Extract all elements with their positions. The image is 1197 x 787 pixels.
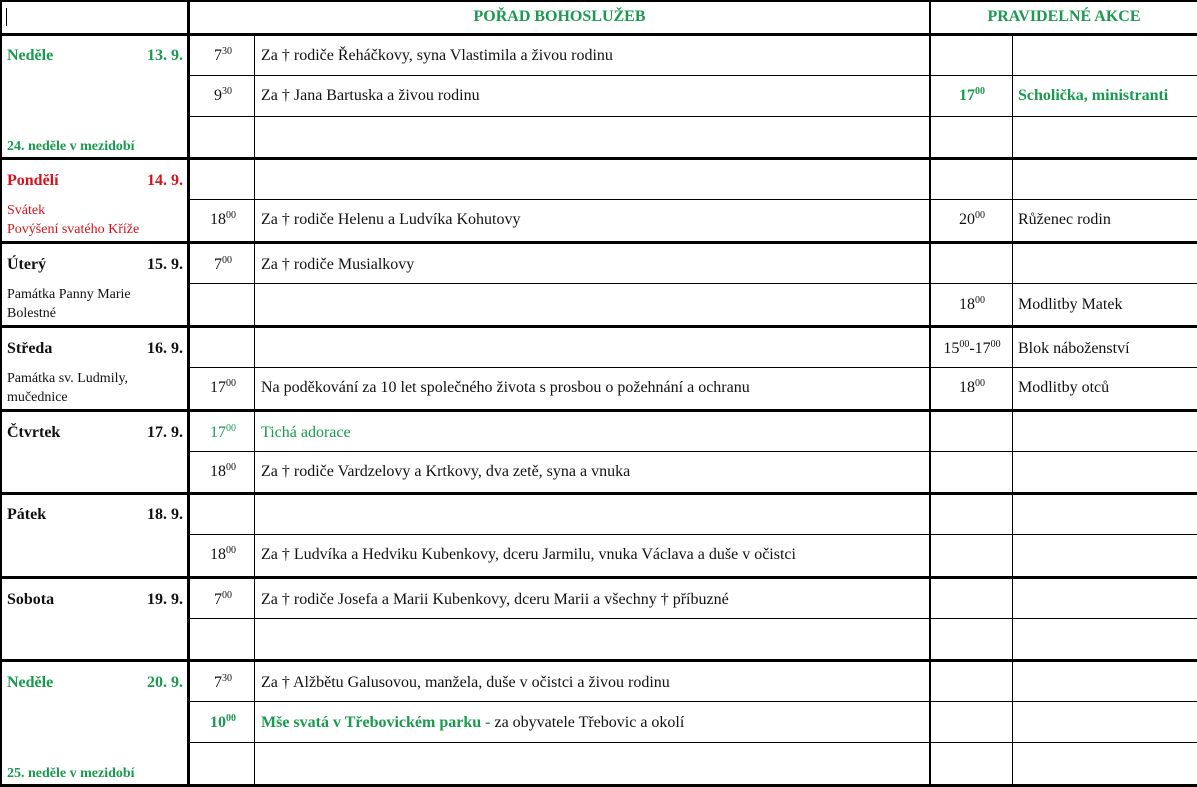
service-time: $18^{00}$ [210, 210, 236, 228]
day-name: Středa [7, 340, 53, 357]
day-date: 17. 9. [147, 424, 183, 441]
grid-line [0, 659, 1197, 662]
schedule-header: POŘAD BOHOSLUŽEB [473, 8, 646, 25]
service-intention-highlight: Mše svatá v Třebovickém parku - [261, 714, 491, 731]
day-date: 20. 9. [147, 674, 183, 691]
event-label: Růženec rodin [1018, 211, 1111, 228]
grid-line [189, 367, 1197, 368]
day-note-line2: Bolestné [7, 306, 56, 321]
service-intention: Na poděkování za 10 let společného života s prosbou o požehnání a ochranu [261, 379, 750, 396]
service-time: $18^{00}$ [210, 462, 236, 480]
day-date: 13. 9. [147, 47, 183, 64]
service-intention: Za † rodiče Vardzelovy a Krtkovy, dva zetě, syna a vnuka [261, 463, 631, 480]
event-label: Modlitby otců [1018, 379, 1110, 396]
grid-line [189, 742, 1197, 743]
day-name: Pátek [7, 506, 47, 523]
service-time: $7^{30}$ [214, 673, 232, 691]
grid-line [0, 409, 1197, 412]
grid-line [1012, 34, 1013, 787]
service-intention: Za † rodiče Řeháčkovy, syna Vlastimila a živou rodinu [261, 47, 613, 64]
service-intention: Za † rodiče Musialkovy [261, 256, 415, 273]
service-time: $7^{30}$ [214, 46, 232, 64]
day-date: 18. 9. [147, 506, 183, 523]
grid-line [189, 75, 1197, 76]
day-date: 15. 9. [147, 256, 183, 273]
service-time: $10^{00}$ [210, 713, 236, 731]
day-note-line1: Svátek [7, 203, 46, 218]
text-cursor [6, 8, 7, 26]
event-time: $20^{00}$ [959, 210, 985, 228]
day-note: 24. neděle v mezidobí [7, 139, 135, 154]
service-time: $17^{00}$ [210, 423, 236, 441]
grid-line [0, 157, 1197, 160]
day-name: Neděle [7, 674, 54, 691]
grid-line [0, 325, 1197, 328]
day-note-line2: mučednice [7, 390, 68, 405]
day-date: 16. 9. [147, 340, 183, 357]
grid-line [0, 0, 1197, 2]
event-label: Scholička, ministranti [1018, 87, 1169, 104]
grid-line [929, 0, 931, 787]
event-label: Modlitby Matek [1018, 296, 1123, 313]
service-intention-rest: za obyvatele Třebovic a okolí [490, 714, 685, 731]
event-time: $18^{00}$ [959, 295, 985, 313]
event-time-range: $15^{00}-17^{00}$ [943, 339, 1001, 357]
grid-line [189, 534, 1197, 535]
grid-line [0, 0, 2, 787]
day-note-line2: Povýšení svatého Kříže [7, 222, 140, 237]
day-name: Pondělí [7, 172, 59, 189]
day-name: Neděle [7, 47, 54, 64]
grid-line [0, 576, 1197, 579]
grid-line [189, 199, 1197, 200]
service-intention: Za † Ludvíka a Hedviku Kubenkovy, dceru Jarmilu, vnuka Václava a duše v očistci [261, 546, 796, 563]
grid-line [0, 492, 1197, 495]
event-label: Blok náboženství [1018, 340, 1130, 357]
grid-line [0, 241, 1197, 244]
service-time: $9^{30}$ [214, 86, 232, 104]
service-intention: Za † Jana Bartuska a živou rodinu [261, 87, 480, 104]
day-name: Úterý [7, 256, 47, 273]
service-intention: Za † rodiče Helenu a Ludvíka Kohutovy [261, 211, 521, 228]
grid-line [189, 116, 1197, 117]
service-time: $18^{00}$ [210, 545, 236, 563]
day-name: Sobota [7, 591, 55, 608]
grid-line [189, 701, 1197, 702]
grid-line [189, 283, 1197, 284]
service-time: $17^{00}$ [210, 378, 236, 396]
event-time: $18^{00}$ [959, 378, 985, 396]
day-date: 19. 9. [147, 591, 183, 608]
grid-line [189, 618, 1197, 619]
day-note-line1: Památka Panny Marie [7, 287, 131, 302]
service-intention: Za † rodiče Josefa a Marii Kubenkovy, dceru Marii a všechny † příbuzné [261, 591, 729, 608]
service-intention: Za † Alžbětu Galusovou, manžela, duše v očistci a živou rodinu [261, 674, 670, 691]
day-note: 25. neděle v mezidobí [7, 766, 135, 781]
events-header: PRAVIDELNÉ AKCE [987, 8, 1141, 25]
service-intention [261, 714, 684, 732]
grid-line [0, 33, 1197, 36]
day-date: 14. 9. [147, 172, 183, 189]
service-time: $7^{00}$ [214, 255, 232, 273]
day-name: Čtvrtek [7, 424, 61, 441]
day-note-line1: Památka sv. Ludmily, [7, 371, 129, 386]
event-time: $17^{00}$ [959, 86, 985, 104]
service-time: $7^{00}$ [214, 590, 232, 608]
service-intention: Tichá adorace [261, 424, 351, 441]
grid-line [189, 451, 1197, 452]
